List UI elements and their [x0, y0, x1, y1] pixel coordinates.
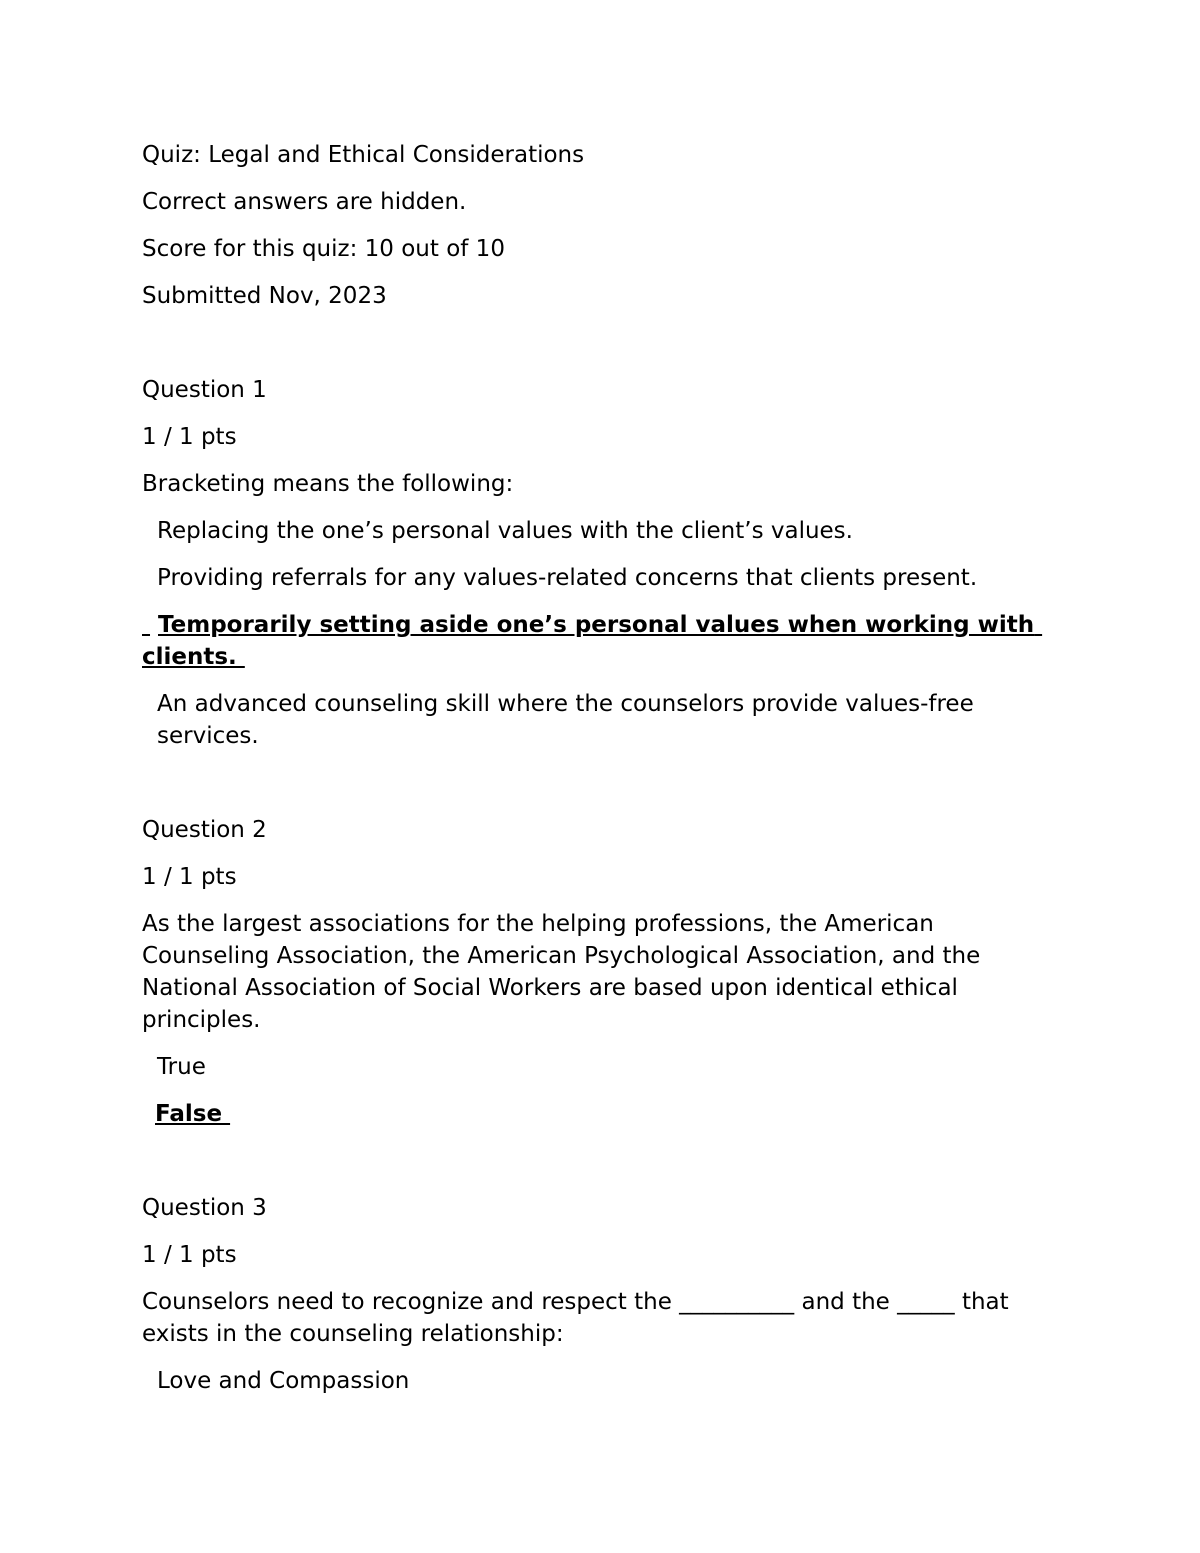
- answer-option[interactable]: Love and Compassion: [157, 1368, 410, 1394]
- spacer: [142, 327, 1062, 374]
- quiz-title: Quiz: Legal and Ethical Considerations: [142, 142, 585, 168]
- answers-note: Correct answers are hidden.: [142, 189, 467, 215]
- answer-option[interactable]: Providing referrals for any values-related concerns that clients present.: [157, 565, 978, 591]
- question-3: [142, 1192, 1062, 1397]
- question-label: Question 1: [142, 377, 267, 403]
- question-points: 1 / 1 pts: [142, 864, 237, 890]
- question-prompt: As the largest associations for the helping professions, the American Counseling Association, the American Psychological Association, and the National Association of Social Workers are based upon identical ethical principles.: [142, 911, 988, 1033]
- question-label: Question 3: [142, 1195, 267, 1221]
- question-prompt: Bracketing means the following:: [142, 471, 514, 497]
- answer-option[interactable]: True: [157, 1054, 206, 1080]
- question-points: 1 / 1 pts: [142, 424, 237, 450]
- answer-option-selected[interactable]: [142, 609, 1062, 673]
- spacer: [142, 767, 1062, 814]
- answer-option-selected-text: Temporarily setting aside one’s personal values when working with clients.: [142, 612, 1043, 670]
- question-points: 1 / 1 pts: [142, 1242, 237, 1268]
- answer-option-selected[interactable]: [142, 1098, 1062, 1130]
- question-label: Question 2: [142, 817, 267, 843]
- question-2: [142, 814, 1062, 1130]
- answer-option[interactable]: An advanced counseling skill where the counselors provide values-free services.: [157, 691, 982, 749]
- question-1: [142, 374, 1062, 752]
- question-prompt: Counselors need to recognize and respect the __________ and the _____ that exists in the counseling relationship:: [142, 1289, 1016, 1347]
- submitted-date: Submitted Nov, 2023: [142, 283, 387, 309]
- quiz-score: Score for this quiz: 10 out of 10: [142, 236, 505, 262]
- answer-option-selected-text: False: [155, 1101, 231, 1127]
- spacer: [142, 1145, 1062, 1192]
- answer-option[interactable]: Replacing the one’s personal values with the client’s values.: [157, 518, 853, 544]
- quiz-document: [142, 139, 1062, 1412]
